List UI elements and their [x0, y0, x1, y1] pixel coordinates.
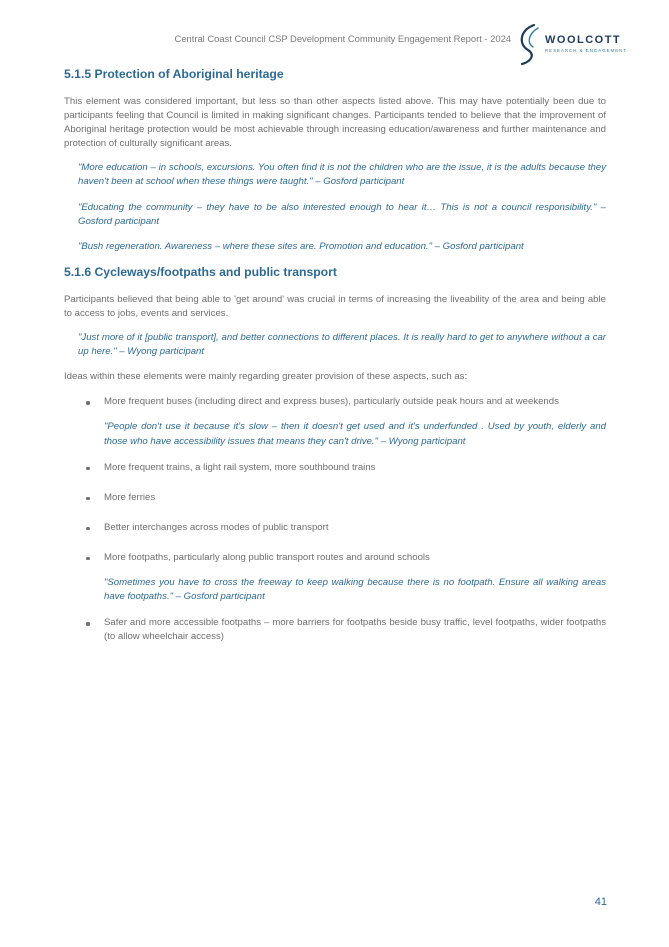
logo-tagline: RESEARCH & ENGAGEMENT: [545, 48, 627, 53]
quote-educating-community: "Educating the community – they have to be also interested enough to hear it… This is not a council responsibility." – Gosford participant: [78, 201, 606, 227]
woolcott-logo: [514, 22, 627, 66]
list-item-ferries: [64, 491, 606, 505]
logo-wordmark: WOOLCOTT: [545, 34, 622, 46]
list-item-safer-footpaths: [64, 616, 606, 644]
quote-cross-freeway: "Sometimes you have to cross the freeway to keep walking because there is no footpath. Ensure all walking areas have footpaths." – Gosford participant: [104, 576, 606, 603]
paragraph-aboriginal-heritage: This element was considered important, but less so than other aspects listed above. This may have potentially been due to participants feeling that Council is limited in making significant changes. Participants tended to believe that the improvement of Aboriginal heritage protection would be most achievable through increasing education/awareness and further maintenance and protection of culturally significant areas.: [64, 96, 606, 150]
list-item-footpaths: [64, 551, 606, 565]
logo-swirl-icon: [514, 22, 544, 66]
ideas-list-continued: [64, 461, 606, 565]
section-heading-cycleways: 5.1.6 Cycleways/footpaths and public transport: [64, 264, 337, 279]
quote-bush-regeneration: "Bush regeneration. Awareness – where these sites are. Promotion and education." – Gosford participant: [78, 240, 524, 252]
list-item-frequent-trains: [64, 461, 606, 475]
list-item-text: More frequent trains, a light rail system, more southbound trains: [104, 461, 376, 473]
paragraph-get-around: Participants believed that being able to 'get around' was crucial in terms of increasing the liveability of the area and being able to access to jobs, events and services.: [64, 293, 606, 319]
quote-people-dont-use: "People don't use it because it's slow – then it doesn't get used and it's underfunded . Used by youth, elderly and those who have accessibility issues that means they can't drive." – Wyong participant: [104, 421, 606, 447]
bullet-icon: [86, 527, 90, 531]
list-item-text: More footpaths, particularly along public transport routes and around schools: [104, 551, 430, 563]
list-item-interchanges: [64, 521, 606, 535]
page-content: [64, 66, 606, 644]
ideas-list: [64, 395, 606, 409]
running-header: Central Coast Council CSP Development Community Engagement Report - 2024: [174, 33, 511, 44]
ideas-list-final: [64, 616, 606, 644]
list-item-text: Better interchanges across modes of public transport: [104, 521, 329, 533]
bullet-icon: [86, 497, 90, 501]
bullet-icon: [86, 467, 90, 471]
bullet-icon: [86, 557, 90, 561]
list-item-text: More ferries: [104, 491, 156, 503]
bullet-icon: [86, 401, 90, 405]
bullet-icon: [86, 622, 90, 626]
quote-more-education: "More education – in schools, excursions. You often find it is not the children who are the issue, it is the adults because they haven't been at school when these things were taught." – Gosford participant: [78, 162, 606, 188]
quote-public-transport: "Just more of it [public transport], and better connections to different places. It is really hard to get to anywhere without a car up here." – Wyong participant: [78, 332, 606, 358]
list-item-text: Safer and more accessible footpaths – more barriers for footpaths beside busy traffic, level footpaths, wider footpaths (to allow wheelchair access): [104, 617, 606, 643]
section-heading-aboriginal-heritage: 5.1.5 Protection of Aboriginal heritage: [64, 67, 284, 81]
page-number: 41: [594, 896, 607, 908]
list-item-text: More frequent buses (including direct and express buses), particularly outside peak hours and at weekends: [104, 396, 559, 408]
list-item-frequent-buses: [64, 395, 606, 409]
paragraph-ideas-intro: Ideas within these elements were mainly regarding greater provision of these aspects, such as:: [64, 371, 468, 383]
